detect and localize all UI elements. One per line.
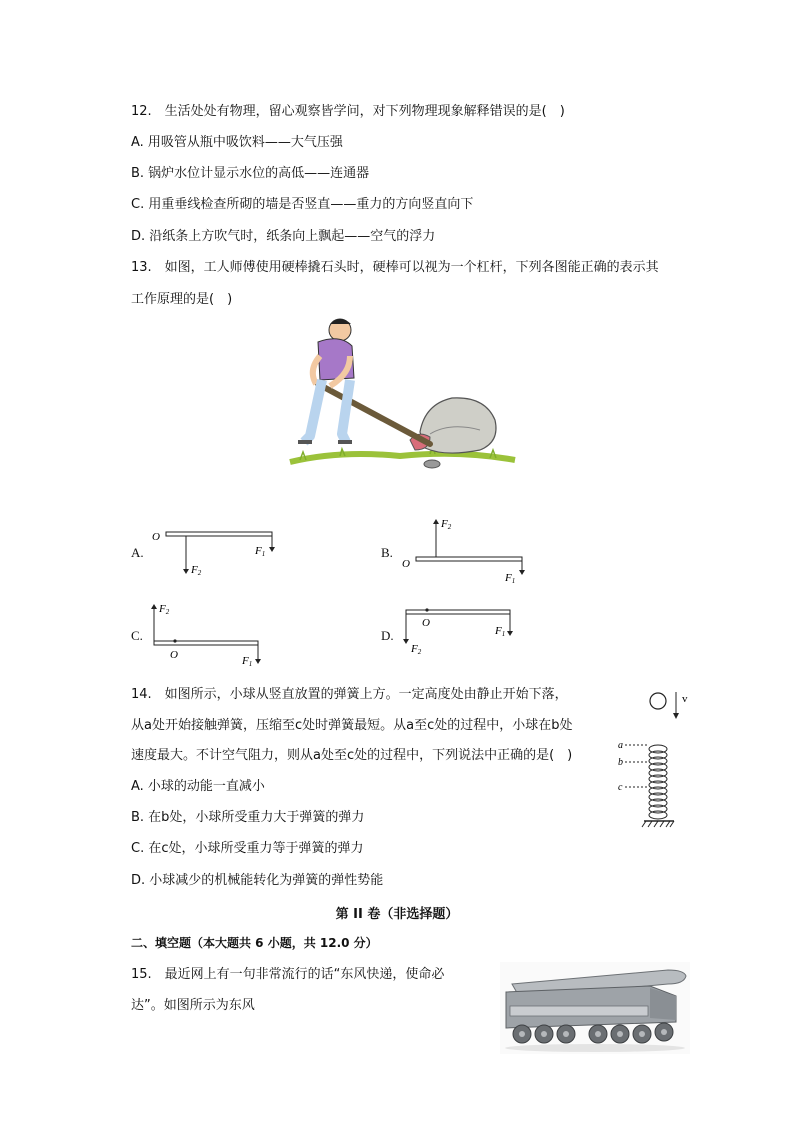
q15-line2: 达”。如图所示为东风 [131,998,255,1013]
q13-option-a-label: A. [131,545,144,560]
missile-launcher-image [500,962,690,1054]
f2-label: F2 [441,518,452,531]
q12-option-c: C. 用重垂线检查所砌的墙是否竖直——重力的方向竖直向下 [131,197,474,212]
lever-diagram-a [148,524,288,580]
q13-stem-line2: 工作原理的是( ) [131,292,233,307]
worker-prying-rock-illustration [280,312,520,472]
f2-label: F2 [191,564,202,577]
velocity-label: v [682,693,688,705]
lever-diagram-d [398,604,538,660]
point-b-label: b [618,757,623,768]
f1-label: F1 [495,625,506,638]
q14-option-a: A. 小球的动能一直减小 [131,779,265,794]
pivot-o-label: O [422,617,430,629]
pivot-o-label: O [170,649,178,661]
q12-stem: 12. 生活处处有物理，留心观察皆学问，对下列物理现象解释错误的是( ) [131,104,565,119]
pivot-o-label: O [402,558,410,570]
q14-option-d: D. 小球减少的机械能转化为弹簧的弹性势能 [131,873,384,888]
section2-heading: 二、填空题（本大题共 6 小题，共 12.0 分） [131,936,378,950]
ball-spring-figure [614,686,694,832]
f1-label: F1 [505,572,516,585]
q12-option-b: B. 锅炉水位计显示水位的高低——连通器 [131,166,370,181]
pivot-o-label: O [152,531,160,543]
point-c-label: c [618,782,623,793]
q13-stem-line1: 13. 如图，工人师傅使用硬棒撬石头时，硬棒可以视为一个杠杆，下列各图能正确的表示其 [131,260,659,275]
q13-option-b-label: B. [381,545,393,560]
q15-line1: 15. 最近网上有一句非常流行的话“东风快递，使命必 [131,967,445,982]
f1-label: F1 [242,655,253,668]
lever-diagram-b [398,515,538,587]
q12-option-d: D. 沿纸条上方吹气时，纸条向上飘起——空气的浮力 [131,229,436,244]
part2-title: 第 II 卷（非选择题） [335,907,459,922]
f2-label: F2 [159,603,170,616]
q13-option-d-label: D. [381,628,394,643]
q12-option-a: A. 用吸管从瓶中吸饮料——大气压强 [131,135,343,150]
q14-stem-line3: 速度最大。不计空气阻力，则从a处至c处的过程中，下列说法中正确的是( ) [131,748,573,763]
f1-label: F1 [255,545,266,558]
q14-stem-line2: 从a处开始接触弹簧，压缩至c处时弹簧最短。从a至c处的过程中，小球在b处 [131,718,573,733]
f2-label: F2 [411,643,422,656]
lever-diagram-c [148,598,288,670]
q14-stem-line1: 14. 如图所示，小球从竖直放置的弹簧上方。一定高度处由静止开始下落， [131,687,568,702]
q13-option-c-label: C. [131,628,143,643]
q14-option-c: C. 在c处，小球所受重力等于弹簧的弹力 [131,841,364,856]
q14-option-b: B. 在b处，小球所受重力大于弹簧的弹力 [131,810,365,825]
point-a-label: a [618,740,623,751]
